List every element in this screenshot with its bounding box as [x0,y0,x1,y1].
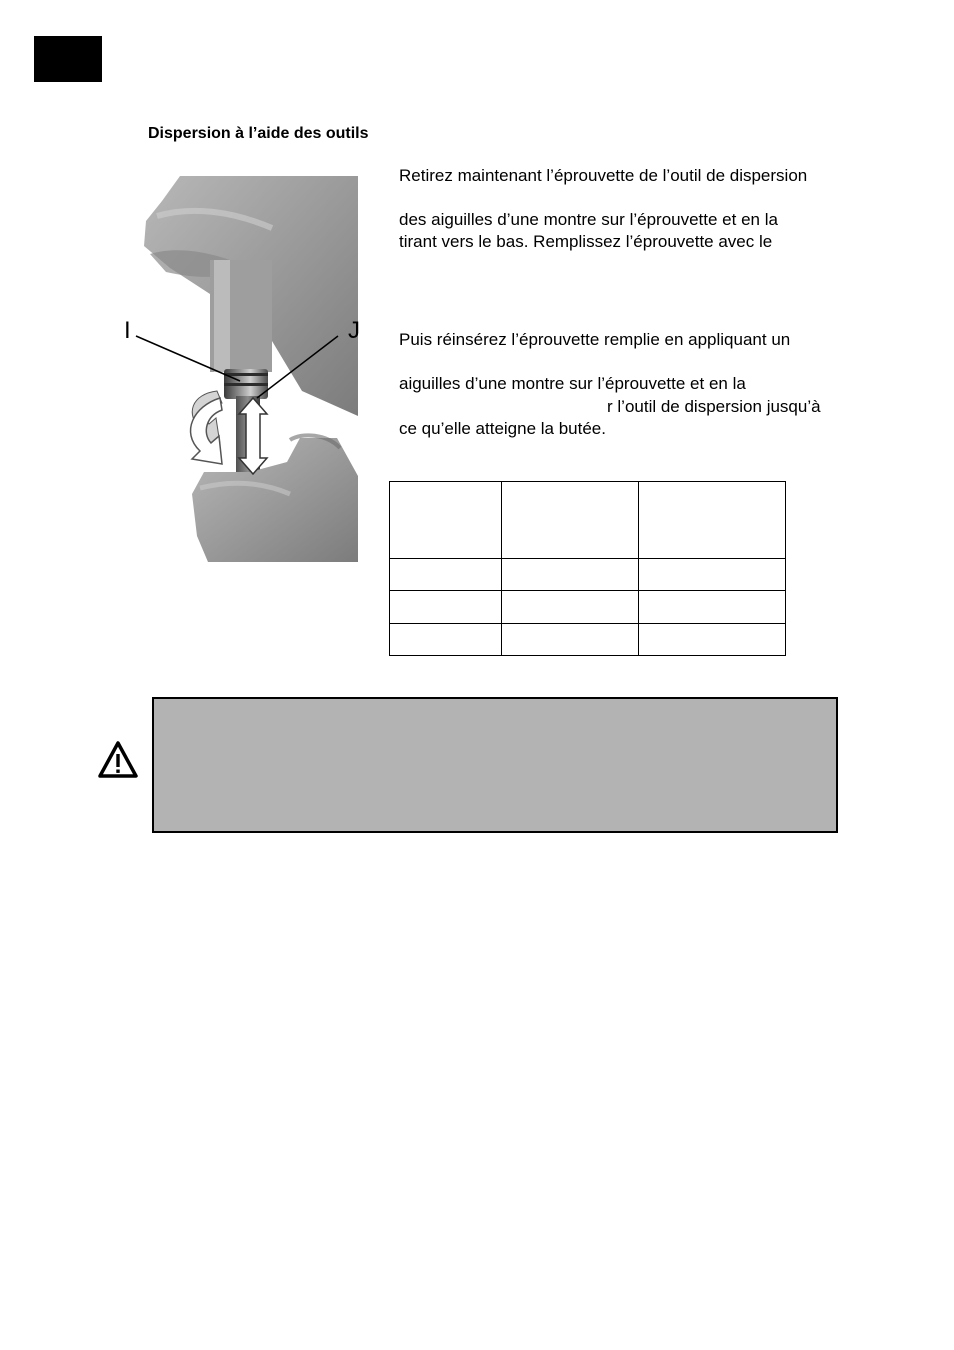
table-cell [390,623,502,655]
page-corner-marker [34,36,102,82]
paragraph-2-line-1: Puis réinsérez l’éprouvette remplie en appliquant un [399,330,791,349]
paragraph-2-line-3: r l’outil de dispersion jusqu’à [607,397,821,416]
table-cell [390,482,502,559]
table-cell [390,591,502,623]
section-heading: Dispersion à l’aide des outils [148,125,369,142]
figure-label-j: J [348,317,360,344]
table-cell [639,623,786,655]
table-cell [502,558,639,590]
table-cell [502,482,639,559]
table-cell [502,591,639,623]
table-cell [639,482,786,559]
table-cell [390,558,502,590]
table-cell [502,623,639,655]
paragraph-2-line-4: ce qu’elle atteigne la butée. [399,419,606,438]
table-row [390,591,786,623]
figure-label-i: I [124,317,131,344]
warning-triangle-icon [97,740,139,780]
warning-box [152,697,838,833]
paragraph-2-line-2: aiguilles d’une montre sur l’éprouvette et en la [399,374,746,393]
table-cell [639,558,786,590]
paragraph-1-line-3: tirant vers le bas. Remplissez l’éprouvette avec le [399,232,773,251]
table-cell [639,591,786,623]
paragraph-1-line-1: Retirez maintenant l’éprouvette de l’outil de dispersion [399,166,808,185]
data-table [389,481,786,656]
table-row [390,623,786,655]
table-row [390,482,786,559]
dispersion-tool-photo [122,176,362,562]
paragraph-1-line-2: des aiguilles d’une montre sur l’éprouvette et en la [399,210,778,229]
table-row [390,558,786,590]
